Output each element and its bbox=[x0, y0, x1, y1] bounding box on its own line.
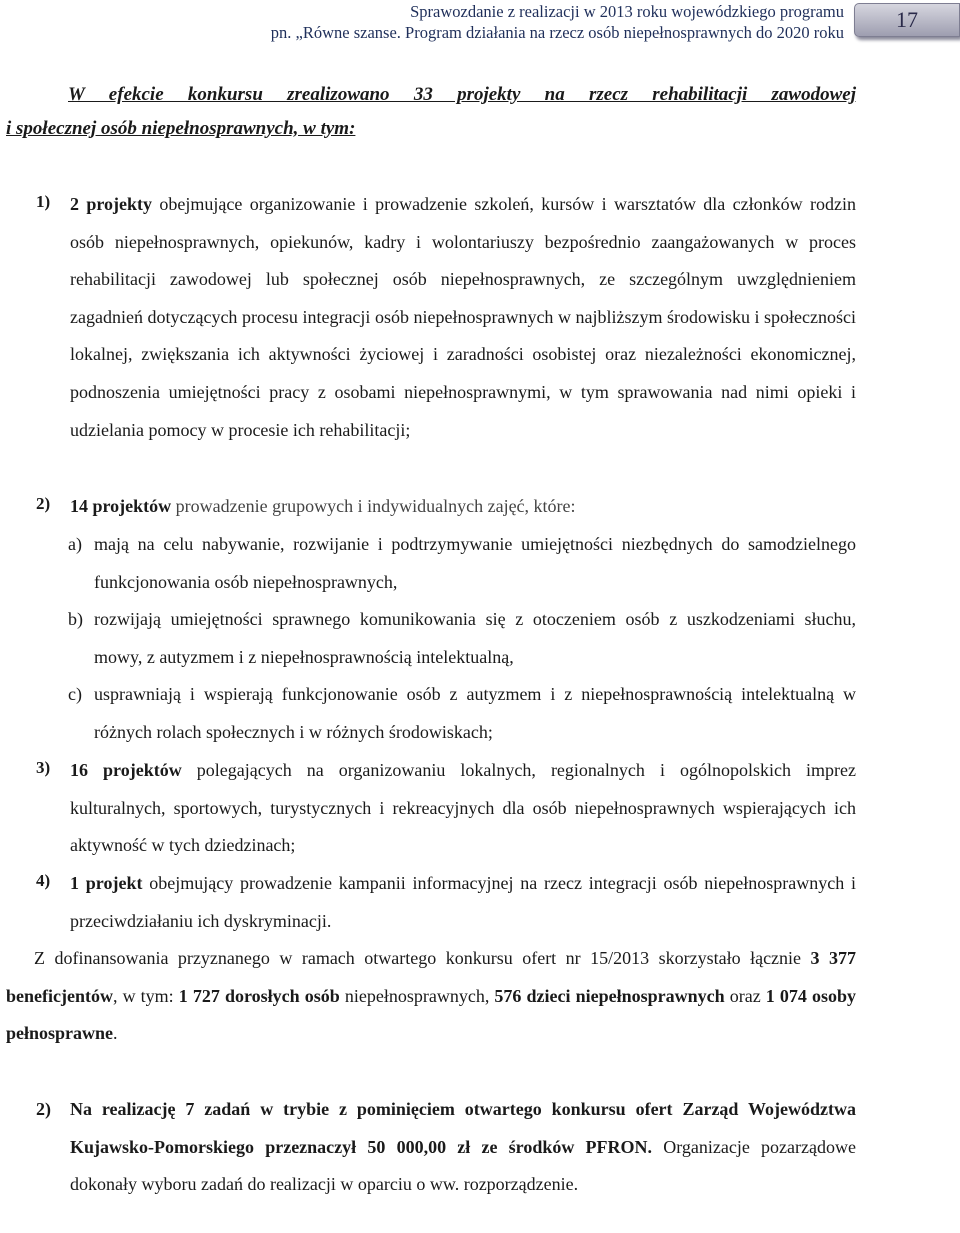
list-item-bold: 16 projektów bbox=[70, 760, 182, 780]
summary-text: oraz bbox=[724, 985, 766, 1006]
sub-list-item bbox=[68, 601, 856, 676]
summary-text: , w tym: bbox=[112, 985, 179, 1006]
sub-list-text: mają na celu nabywanie, rozwijanie i podtrzymywanie umiejętności niezbędnych do samodzielnego funkcjonowania osób niepełnosprawnych, bbox=[94, 534, 856, 592]
heading-line-1: W efekcie konkursu zrealizowano 33 projekty na rzecz rehabilitacji zawodowej bbox=[68, 84, 856, 105]
header-title bbox=[271, 1, 844, 43]
list-item-text bbox=[70, 186, 856, 449]
sub-list-item bbox=[68, 526, 856, 601]
page-header bbox=[0, 0, 960, 44]
list-item-bold: 1 projekt bbox=[70, 873, 143, 893]
list-item-body: polegających na organizowaniu lokalnych, regionalnych i ogólnopolskich imprez kulturalnych, sportowych, turystycznych i rekreacyjnych dla osób niepełnosprawnych wspierających ich aktywność w tych dziedzinach; bbox=[70, 760, 856, 856]
sub-list-letter: b) bbox=[68, 609, 83, 629]
page-number-tab bbox=[854, 3, 960, 37]
list-item-number: 2) bbox=[36, 494, 51, 513]
page-number: 17 bbox=[896, 7, 918, 32]
list-item-text bbox=[70, 865, 856, 940]
summary-text: . bbox=[113, 1023, 118, 1044]
list-item-body: obejmujące organizowanie i prowadzenie szkoleń, kursów i warsztatów dla członków rodzin osób niepełnosprawnych, opiekunów, kadry i wolontariuszy bezpośrednio zaangażowanych w proces rehabilitacji zawodowej lub społecznej osób niepełnosprawnych, ze szczególnym uwzględnieniem zagadnień dotyczących procesu integracji osób niepełnosprawnych w najbliższym środowisku i społeczności lokalnej, zwiększania ich aktywności życiowej i zaradności osobistej oraz niezależności ekonomicznej, podnoszenia umiejętności pracy z osobami niepełnosprawnymi, w tym sprawowania nad nimi opieki i udzielania pomocy w procesie ich rehabilitacji; bbox=[70, 194, 856, 440]
section-2-bold: Na realizację 7 zadań w trybie z pominięciem otwartego konkursu ofert Zarząd Województwa Kujawsko-Pomorskiego przeznaczył 50 000,00 zł ze środków PFRON. bbox=[70, 1099, 856, 1157]
summary-paragraph bbox=[6, 940, 856, 1053]
section-2-body: Organizacje pozarządowe dokonały wyboru zadań do realizacji w oparciu o ww. rozporządzenie. bbox=[70, 1136, 856, 1195]
sub-list-text: rozwijają umiejętności sprawnego komunikowania się z otoczeniem osób z uszkodzeniami słuchu, mowy, z autyzmem i z niepełnosprawnością intelektualną, bbox=[94, 609, 856, 667]
summary-text: niepełnosprawnych, bbox=[339, 985, 495, 1006]
header-line-2: pn. „Równe szanse. Program działania na rzecz osób niepełnosprawnych do 2020 roku bbox=[270, 23, 844, 42]
summary-able-bodied: 1 074 osoby pełnosprawne bbox=[6, 985, 856, 1044]
list-item-bold: 14 projektów bbox=[70, 496, 172, 516]
section-2-paragraph bbox=[36, 1091, 856, 1204]
list-item-number: 4) bbox=[36, 871, 51, 890]
list-item-body: obejmujący prowadzenie kampanii informacyjnej na rzecz integracji osób niepełnosprawnych i przeciwdziałaniu ich dyskryminacji. bbox=[70, 873, 856, 931]
sub-list-item bbox=[68, 676, 856, 751]
list-item-number: 3) bbox=[36, 758, 51, 777]
list-item-number: 1) bbox=[36, 192, 51, 211]
section-heading bbox=[6, 78, 856, 146]
summary-adults: 1 727 dorosłych osób bbox=[178, 985, 340, 1006]
section-2-text bbox=[36, 1091, 856, 1204]
summary-children: 576 dzieci niepełnosprawnych bbox=[494, 985, 725, 1006]
header-line-1: Sprawozdanie z realizacji w 2013 roku wojewódzkiego programu bbox=[410, 2, 844, 21]
list-item-bold: 2 projekty bbox=[70, 194, 153, 214]
sub-list-text: usprawniają i wspierają funkcjonowanie osób z autyzmem i z niepełnosprawnością intelektualną w różnych rolach społecznych i w różnych środowiskach; bbox=[94, 684, 856, 742]
summary-text: Z dofinansowania przyznanego w ramach otwartego konkursu ofert nr 15/2013 skorzystało łącznie bbox=[34, 948, 811, 968]
list-item-body: prowadzenie grupowych i indywidualnych zajęć, które: bbox=[171, 496, 576, 516]
sub-list-letter: a) bbox=[68, 534, 82, 554]
section-2-number: 2) bbox=[36, 1099, 51, 1119]
heading-line-2: i społecznej osób niepełnosprawnych, w tym: bbox=[6, 118, 356, 139]
list-item-text bbox=[70, 488, 856, 526]
list-item-text bbox=[70, 752, 856, 865]
sub-list-letter: c) bbox=[68, 684, 82, 704]
summary-beneficiaries: 3 377 beneficjentów bbox=[6, 948, 857, 1006]
